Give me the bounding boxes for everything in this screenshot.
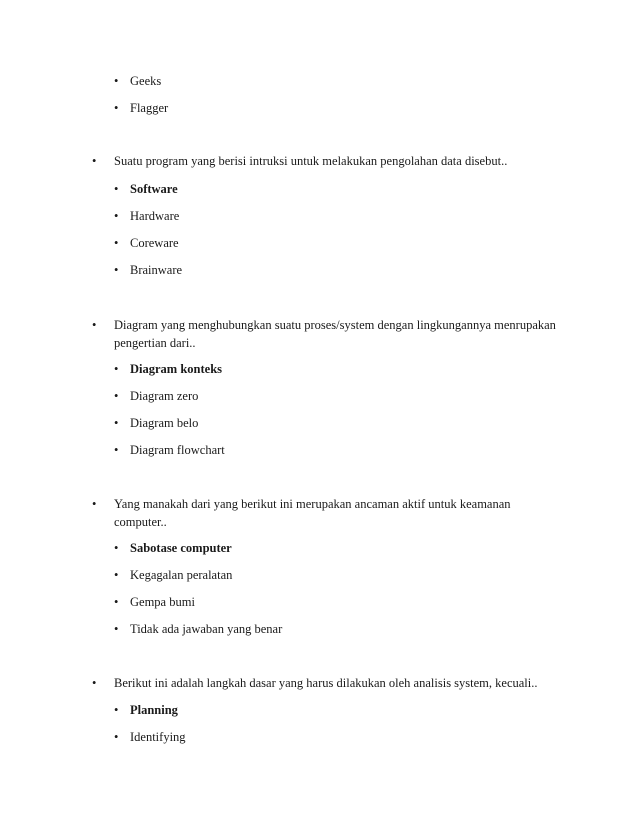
- question-text: Yang manakah dari yang berikut ini merupakan ancaman aktif untuk keamanan: [114, 497, 511, 511]
- bullet: •: [114, 362, 119, 376]
- question-text: Berikut ini adalah langkah dasar yang harus dilakukan oleh analisis system, kecuali..: [114, 676, 538, 690]
- option-text: Diagram belo: [130, 416, 199, 430]
- bullet: •: [114, 236, 119, 250]
- answer-option-text: Planning: [130, 703, 178, 717]
- question-text: Diagram yang menghubungkan suatu proses/system dengan lingkungannya menrupakan: [114, 318, 556, 332]
- bullet: •: [92, 676, 97, 690]
- bullet: •: [114, 443, 119, 457]
- question-text: computer..: [114, 515, 167, 529]
- bullet: •: [114, 389, 119, 403]
- option-text: Hardware: [130, 209, 180, 223]
- bullet: •: [114, 568, 119, 582]
- bullet: •: [114, 703, 119, 717]
- question-text: pengertian dari..: [114, 336, 196, 350]
- bullet: •: [114, 541, 119, 555]
- bullet: •: [92, 318, 97, 332]
- bullet: •: [114, 182, 119, 196]
- bullet: •: [114, 263, 119, 277]
- option-text: Kegagalan peralatan: [130, 568, 233, 582]
- bullet: •: [114, 209, 119, 223]
- bullet: •: [114, 622, 119, 636]
- option-text: Diagram zero: [130, 389, 199, 403]
- bullet: •: [114, 595, 119, 609]
- option-text: Identifying: [130, 730, 186, 744]
- option-text: Tidak ada jawaban yang benar: [130, 622, 283, 636]
- option-text: Geeks: [130, 74, 162, 88]
- answer-option-text: Diagram konteks: [130, 362, 223, 376]
- option-text: Brainware: [130, 263, 183, 277]
- bullet: •: [92, 154, 97, 168]
- option-text: Flagger: [130, 101, 169, 115]
- answer-option-text: Software: [130, 182, 178, 196]
- bullet: •: [114, 101, 119, 115]
- option-text: Gempa bumi: [130, 595, 195, 609]
- option-text: Coreware: [130, 236, 179, 250]
- answer-option-text: Sabotase computer: [130, 541, 232, 555]
- question-text: Suatu program yang berisi intruksi untuk melakukan pengolahan data disebut..: [114, 154, 508, 168]
- bullet: •: [114, 416, 119, 430]
- bullet: •: [114, 730, 119, 744]
- bullet: •: [114, 74, 119, 88]
- option-text: Diagram flowchart: [130, 443, 225, 457]
- bullet: •: [92, 497, 97, 511]
